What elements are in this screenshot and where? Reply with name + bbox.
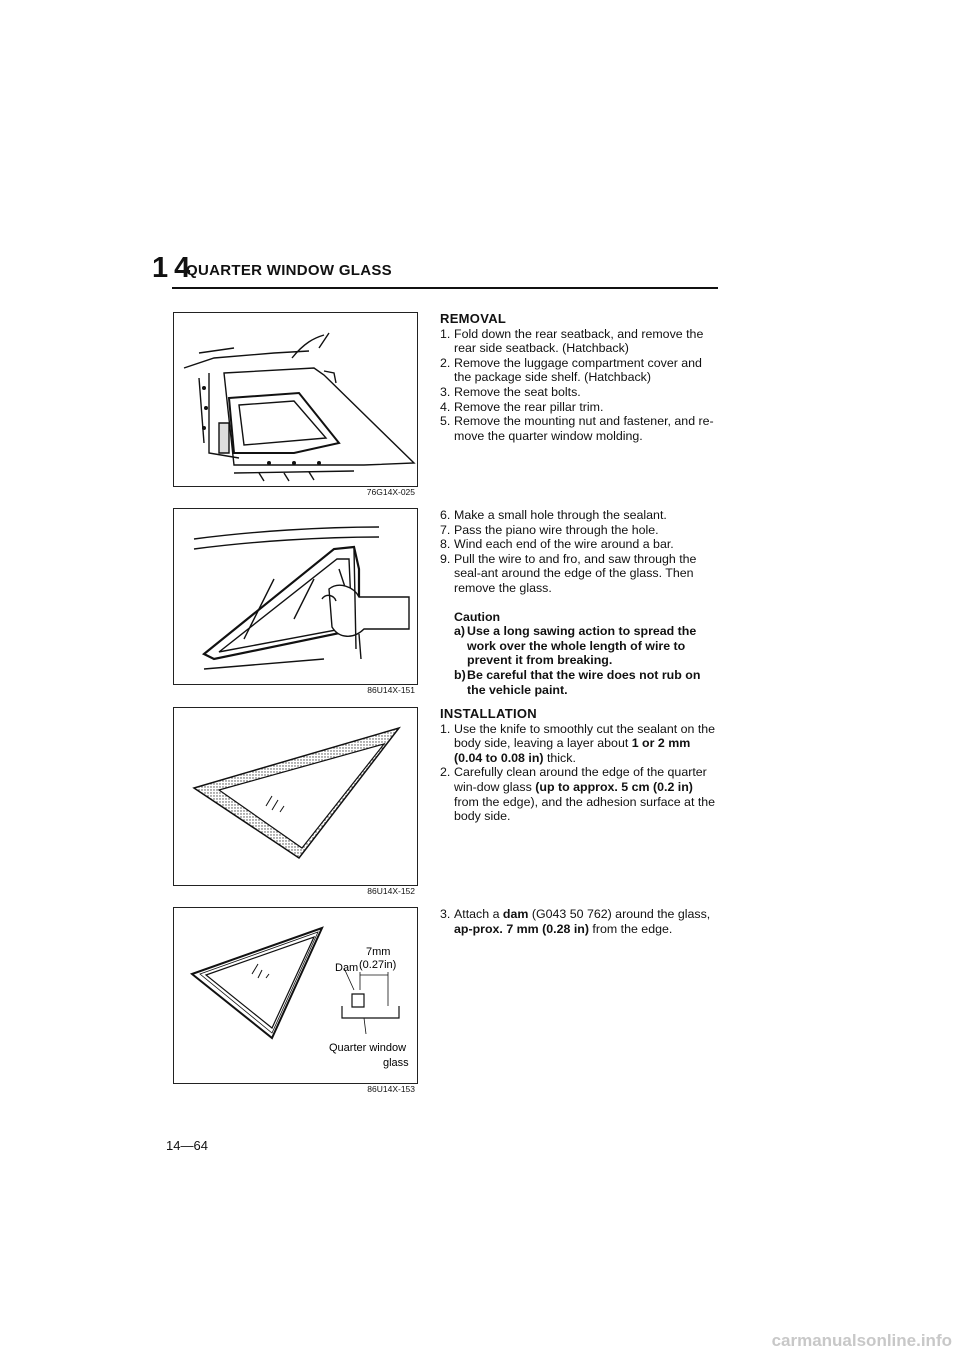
figure-code: 86U14X-152 xyxy=(367,886,415,896)
glass-label-line1: Quarter window xyxy=(329,1042,407,1054)
caution-list xyxy=(454,624,718,697)
removal-wire-section xyxy=(440,508,718,697)
rear-pillar-illustration xyxy=(174,313,417,486)
caution-heading: Caution xyxy=(454,609,501,624)
dam-steps xyxy=(440,907,718,936)
removal-heading: REMOVAL xyxy=(440,311,507,326)
list-item: 1. Use the knife to smoothly cut the sealant on the body side, leaving a layer about 1 or 2 mm (0.04 to 0.08 in) thick. xyxy=(440,721,716,765)
list-item: 3. Remove the seat bolts. xyxy=(440,384,581,399)
dam-illustration xyxy=(174,908,417,1083)
wire-steps xyxy=(440,508,718,596)
list-item: 8. Wind each end of the wire around a bar. xyxy=(440,537,674,552)
list-item: 7. Pass the piano wire through the hole. xyxy=(440,522,659,537)
removal-steps xyxy=(440,327,718,444)
dim-mm-label: 7mm xyxy=(366,946,391,958)
glass-label-line2: glass xyxy=(383,1057,409,1069)
installation-dam-section xyxy=(440,907,718,936)
dim-in-label: (0.27in) xyxy=(359,959,397,971)
installation-section xyxy=(440,707,718,824)
figure-piano-wire xyxy=(173,508,418,685)
page-title: QUARTER WINDOW GLASS xyxy=(186,262,392,279)
figure-code: 86U14X-151 xyxy=(367,685,415,695)
list-item: 3. Attach a dam (G043 50 762) around the glass, ap-prox. 7 mm (0.28 in) from the edge. xyxy=(440,907,711,936)
installation-steps xyxy=(440,722,718,824)
list-item: 5. Remove the mounting nut and fastener, and re-move the quarter window molding. xyxy=(440,414,714,443)
header-rule xyxy=(172,287,718,289)
watermark: carmanualsonline.info xyxy=(771,1331,952,1350)
list-item: 1. Fold down the rear seatback, and remove the rear side seatback. (Hatchback) xyxy=(440,326,704,356)
glass-cleaning-illustration xyxy=(174,708,417,885)
dam-label: Dam xyxy=(335,962,359,974)
list-item: a) Use a long sawing action to spread the work over the whole length of wire to prevent it from breaking. xyxy=(454,624,697,668)
figure-dam xyxy=(173,907,418,1084)
figure-code: 76G14X-025 xyxy=(366,487,415,497)
list-item: 9. Pull the wire to and fro, and saw through the seal-ant around the edge of the glass. Then remove the glass. xyxy=(440,551,697,595)
list-item: 2. Remove the luggage compartment cover and the package side shelf. (Hatchback) xyxy=(440,355,702,385)
page-number: 14—64 xyxy=(166,1138,208,1153)
section-number: 1 4 xyxy=(152,252,190,284)
figure-rear-pillar xyxy=(173,312,418,487)
installation-heading: INSTALLATION xyxy=(440,706,537,721)
figure-code: 86U14X-153 xyxy=(367,1084,415,1094)
list-item: 6. Make a small hole through the sealant. xyxy=(440,508,667,522)
figure-glass-cleaning xyxy=(173,707,418,886)
piano-wire-illustration xyxy=(174,509,417,684)
list-item: 2. Carefully clean around the edge of the quarter win-dow glass (up to approx. 5 cm (0.2 in) from the edge), and the adhesion surface at the body side. xyxy=(440,765,716,824)
list-item: b) Be careful that the wire does not rub on the vehicle paint. xyxy=(454,667,701,697)
list-item: 4. Remove the rear pillar trim. xyxy=(440,399,604,414)
removal-section xyxy=(440,312,718,443)
